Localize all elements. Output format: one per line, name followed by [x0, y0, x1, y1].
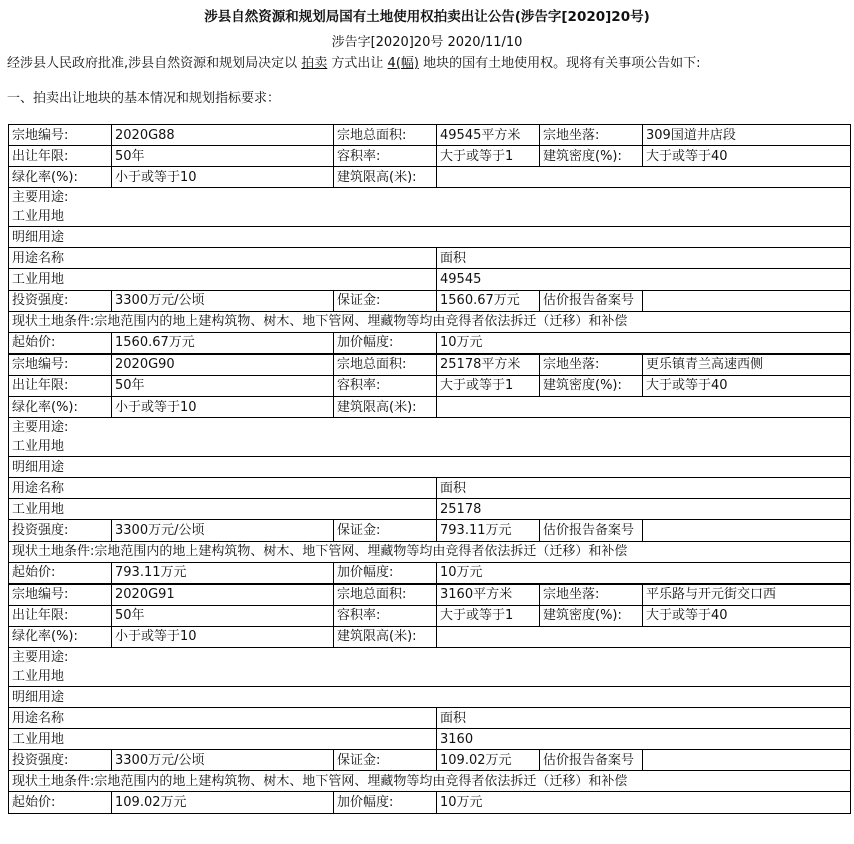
- green-value: 小于或等于10: [112, 397, 334, 418]
- term-label: 出让年限:: [9, 146, 112, 167]
- deposit-label: 保证金:: [334, 290, 437, 311]
- use-name-header: 用途名称: [9, 478, 437, 499]
- density-value: 大于或等于40: [643, 146, 851, 167]
- status-label: 现状土地条件:: [12, 544, 95, 560]
- area-header: 面积: [437, 248, 851, 269]
- main-use-label: 主要用途:: [9, 647, 851, 667]
- table-row: [9, 708, 851, 729]
- parcel-table: [8, 584, 851, 814]
- area-value: 3160: [437, 729, 851, 750]
- table-row: [9, 457, 851, 478]
- status-value: 宗地范围内的地上建构筑物、树木、地下管网、埋藏物等均由竞得者依法拆迁（迁移）和补偿: [94, 314, 628, 330]
- appraisal-value: [643, 290, 851, 311]
- main-use-label: 主要用途:: [9, 418, 851, 438]
- far-label: 容积率:: [334, 146, 437, 167]
- table-row: [9, 397, 851, 418]
- total-area-value: 49545平方米: [437, 125, 540, 146]
- far-label: 容积率:: [334, 605, 437, 626]
- location-value: 平乐路与开元街交口西: [643, 584, 851, 605]
- table-row: [9, 418, 851, 438]
- status-value: 宗地范围内的地上建构筑物、树木、地下管网、埋藏物等均由竞得者依法拆迁（迁移）和补偿: [94, 544, 628, 560]
- location-label: 宗地坐落:: [540, 584, 643, 605]
- area-value: 25178: [437, 499, 851, 520]
- parcel-no-value: 2020G88: [112, 125, 334, 146]
- main-use-value: 工业用地: [9, 207, 851, 227]
- green-value: 小于或等于10: [112, 167, 334, 188]
- table-row: [9, 269, 851, 290]
- parcel-no-value: 2020G90: [112, 354, 334, 375]
- table-row: [9, 541, 851, 562]
- term-value: 50年: [112, 605, 334, 626]
- increment-value: 10万元: [437, 332, 851, 353]
- term-label: 出让年限:: [9, 375, 112, 396]
- table-row: [9, 207, 851, 227]
- table-row: [9, 290, 851, 311]
- table-row: [9, 667, 851, 687]
- parcels-container: [8, 124, 850, 814]
- start-price-label: 起始价:: [9, 562, 112, 583]
- appraisal-label: 估价报告备案号: [540, 290, 643, 311]
- appraisal-label: 估价报告备案号: [540, 520, 643, 541]
- green-label: 绿化率(%):: [9, 626, 112, 647]
- announcement-number-date: 涉告字[2020]20号 2020/11/10: [331, 35, 523, 50]
- density-label: 建筑密度(%):: [540, 605, 643, 626]
- height-label: 建筑限高(米):: [334, 167, 437, 188]
- investment-label: 投资强度:: [9, 290, 112, 311]
- page-title: 涉县自然资源和规划局国有土地使用权拍卖出让公告(涉告字[2020]20号): [204, 9, 650, 25]
- parcel-no-label: 宗地编号:: [9, 584, 112, 605]
- height-value: [437, 167, 851, 188]
- appraisal-value: [643, 520, 851, 541]
- far-label: 容积率:: [334, 375, 437, 396]
- location-value: 309国道井店段: [643, 125, 851, 146]
- use-name-value: 工业用地: [9, 269, 437, 290]
- table-row: [9, 584, 851, 605]
- table-row: [9, 562, 851, 583]
- start-price-value: 1560.67万元: [112, 332, 334, 353]
- status-label: 现状土地条件:: [12, 773, 95, 789]
- table-row: [9, 227, 851, 248]
- parcel-table: [8, 354, 851, 584]
- table-row: [9, 520, 851, 541]
- table-row: [9, 771, 851, 792]
- increment-value: 10万元: [437, 562, 851, 583]
- density-value: 大于或等于40: [643, 605, 851, 626]
- detail-use-label: 明细用途: [9, 457, 851, 478]
- status-row: [9, 771, 851, 792]
- intro-middle: 方式出让: [327, 56, 388, 71]
- start-price-value: 109.02万元: [112, 792, 334, 813]
- intro-prefix: 经涉县人民政府批准,涉县自然资源和规划局决定以: [7, 56, 302, 71]
- density-value: 大于或等于40: [643, 375, 851, 396]
- deposit-label: 保证金:: [334, 520, 437, 541]
- table-row: [9, 729, 851, 750]
- area-header: 面积: [437, 708, 851, 729]
- detail-use-label: 明细用途: [9, 227, 851, 248]
- intro-paragraph: [7, 52, 852, 71]
- increment-label: 加价幅度:: [334, 562, 437, 583]
- main-use-value: 工业用地: [9, 667, 851, 687]
- increment-value: 10万元: [437, 792, 851, 813]
- total-area-value: 3160平方米: [437, 584, 540, 605]
- deposit-value: 109.02万元: [437, 750, 540, 771]
- increment-label: 加价幅度:: [334, 332, 437, 353]
- table-row: [9, 188, 851, 208]
- deposit-value: 1560.67万元: [437, 290, 540, 311]
- investment-value: 3300万元/公顷: [112, 290, 334, 311]
- status-row: [9, 311, 851, 332]
- green-value: 小于或等于10: [112, 626, 334, 647]
- area-header: 面积: [437, 478, 851, 499]
- table-row: [9, 605, 851, 626]
- location-label: 宗地坐落:: [540, 125, 643, 146]
- term-value: 50年: [112, 375, 334, 396]
- parcel-no-value: 2020G91: [112, 584, 334, 605]
- height-label: 建筑限高(米):: [334, 626, 437, 647]
- table-row: [9, 792, 851, 813]
- far-value: 大于或等于1: [437, 605, 540, 626]
- total-area-value: 25178平方米: [437, 354, 540, 375]
- table-row: [9, 750, 851, 771]
- appraisal-value: [643, 750, 851, 771]
- table-row: [9, 248, 851, 269]
- status-value: 宗地范围内的地上建构筑物、树木、地下管网、埋藏物等均由竞得者依法拆迁（迁移）和补偿: [94, 773, 628, 789]
- table-row: [9, 167, 851, 188]
- table-row: [9, 626, 851, 647]
- height-label: 建筑限高(米):: [334, 397, 437, 418]
- parcel-table: [8, 124, 851, 354]
- detail-use-label: 明细用途: [9, 686, 851, 707]
- table-row: [9, 332, 851, 353]
- total-area-label: 宗地总面积:: [334, 354, 437, 375]
- appraisal-label: 估价报告备案号: [540, 750, 643, 771]
- deposit-label: 保证金:: [334, 750, 437, 771]
- table-row: [9, 146, 851, 167]
- far-value: 大于或等于1: [437, 375, 540, 396]
- parcel-no-label: 宗地编号:: [9, 125, 112, 146]
- height-value: [437, 626, 851, 647]
- start-price-label: 起始价:: [9, 792, 112, 813]
- parcel-no-label: 宗地编号:: [9, 354, 112, 375]
- status-row: [9, 541, 851, 562]
- deposit-value: 793.11万元: [437, 520, 540, 541]
- intro-suffix: 地块的国有土地使用权。现将有关事项公告如下:: [418, 56, 701, 71]
- height-value: [437, 397, 851, 418]
- start-price-label: 起始价:: [9, 332, 112, 353]
- use-name-header: 用途名称: [9, 248, 437, 269]
- investment-value: 3300万元/公顷: [112, 520, 334, 541]
- density-label: 建筑密度(%):: [540, 375, 643, 396]
- table-row: [9, 375, 851, 396]
- far-value: 大于或等于1: [437, 146, 540, 167]
- area-value: 49545: [437, 269, 851, 290]
- section-heading: 一、拍卖出让地块的基本情况和规划指标要求：: [7, 91, 281, 106]
- location-label: 宗地坐落:: [540, 354, 643, 375]
- table-row: [9, 354, 851, 375]
- intro-count: 4(幅): [387, 56, 419, 71]
- table-row: [9, 311, 851, 332]
- term-value: 50年: [112, 146, 334, 167]
- investment-label: 投资强度:: [9, 520, 112, 541]
- use-name-value: 工业用地: [9, 499, 437, 520]
- start-price-value: 793.11万元: [112, 562, 334, 583]
- use-name-value: 工业用地: [9, 729, 437, 750]
- use-name-header: 用途名称: [9, 708, 437, 729]
- status-label: 现状土地条件:: [12, 314, 95, 330]
- density-label: 建筑密度(%):: [540, 146, 643, 167]
- table-row: [9, 125, 851, 146]
- green-label: 绿化率(%):: [9, 167, 112, 188]
- investment-label: 投资强度:: [9, 750, 112, 771]
- investment-value: 3300万元/公顷: [112, 750, 334, 771]
- main-use-value: 工业用地: [9, 437, 851, 457]
- table-row: [9, 437, 851, 457]
- increment-label: 加价幅度:: [334, 792, 437, 813]
- green-label: 绿化率(%):: [9, 397, 112, 418]
- total-area-label: 宗地总面积:: [334, 125, 437, 146]
- table-row: [9, 478, 851, 499]
- total-area-label: 宗地总面积:: [334, 584, 437, 605]
- location-value: 更乐镇青兰高速西侧: [643, 354, 851, 375]
- intro-method: 拍卖: [301, 56, 328, 71]
- main-use-label: 主要用途:: [9, 188, 851, 208]
- table-row: [9, 647, 851, 667]
- term-label: 出让年限:: [9, 605, 112, 626]
- table-row: [9, 499, 851, 520]
- table-row: [9, 686, 851, 707]
